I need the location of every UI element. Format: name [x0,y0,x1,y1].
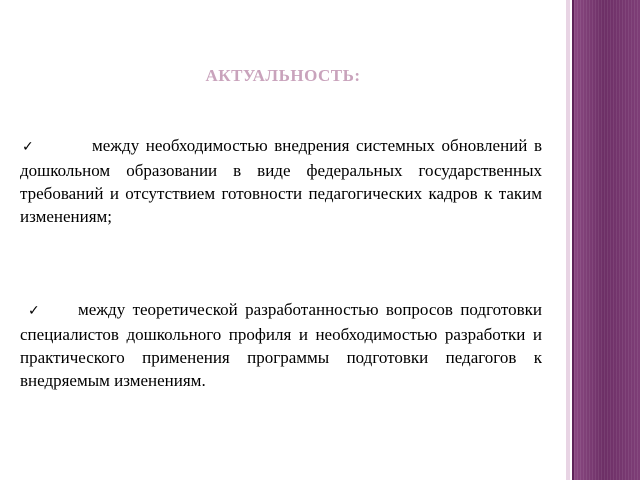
checkmark-icon: ✓ [22,139,34,155]
bullet-text: между теоретической разработанностью вопросов подготовки специалистов дошкольного профиля и необходимостью разработки и практического применения программы подготовки педагогов к внедряемым изменениям. [20,300,542,390]
bullet-item [20,134,542,228]
slide-title: АКТУАЛЬНОСТЬ: [205,66,361,85]
decorative-side-panel [572,0,640,480]
bullet-item [20,298,542,392]
bullet-text: между необходимостью внедрения системных обновлений в дошкольном образовании в виде федеральных государственных требований и отсутствием готовности педагогических кадров к таким изменениям; [20,136,542,226]
side-stripe-divider [566,0,570,480]
checkmark-icon: ✓ [28,303,40,319]
